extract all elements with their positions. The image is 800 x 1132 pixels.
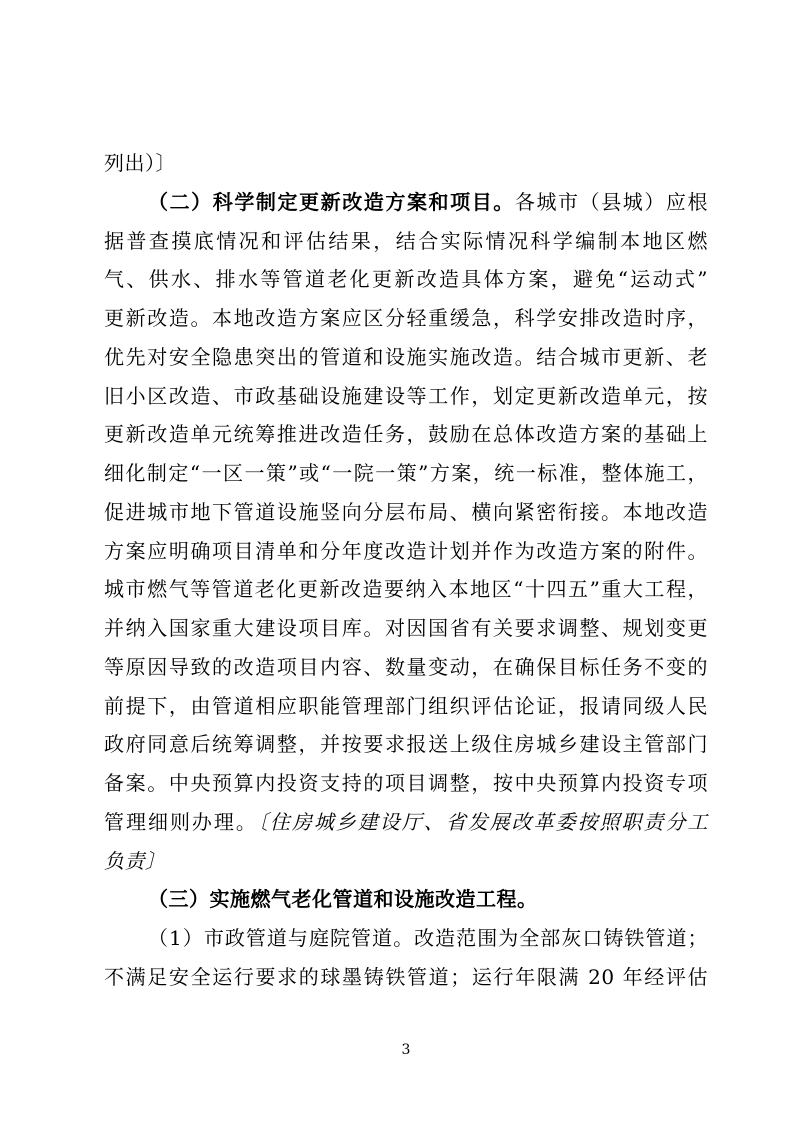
text-line	[104, 415, 708, 454]
section-heading: （二）科学制定更新改造方案和项目。	[148, 189, 515, 214]
body-text: 更新改造单元统筹推进改造任务，鼓励在总体改造方案的基础上	[104, 422, 708, 447]
body-text: 不满足安全运行要求的球墨铸铁管道；运行年限满 20 年经评估	[104, 964, 708, 989]
body-text: 方案应明确项目清单和分年度改造计划并作为改造方案的附件。	[104, 538, 708, 563]
text-line	[104, 183, 708, 222]
text-line	[104, 842, 708, 881]
text-line	[104, 338, 708, 377]
text-line	[104, 803, 708, 842]
responsibility-annotation: 负责〕	[104, 848, 166, 873]
section-heading: （三）实施燃气老化管道和设施改造工程。	[148, 887, 538, 912]
text-line	[104, 725, 708, 764]
body-text: 管理细则办理。	[104, 809, 258, 834]
body-text: 城市燃气等管道老化更新改造要纳入本地区“十四五”重大工程，	[104, 577, 708, 602]
page-number: 3	[401, 1042, 411, 1058]
body-text: 备案。中央预算内投资支持的项目调整，按中央预算内投资专项	[104, 771, 708, 795]
text-line	[104, 570, 708, 609]
body-text: 更新改造。本地改造方案应区分轻重缓急，科学安排改造时序，	[104, 306, 708, 330]
text-line	[104, 377, 708, 416]
text-line	[104, 609, 708, 648]
text-line	[104, 260, 708, 299]
text-line	[104, 222, 708, 261]
body-text: 政府同意后统筹调整，并按要求报送上级住房城乡建设主管部门	[104, 732, 708, 757]
body-text: 各城市（县城）应根	[514, 189, 709, 214]
body-text: 等原因导致的改造项目内容、数量变动，在确保目标任务不变的	[104, 654, 708, 679]
body-text: 并纳入国家重大建设项目库。对因国省有关要求调整、规划变更	[104, 616, 708, 640]
body-text: 据普查摸底情况和评估结果，结合实际情况科学编制本地区燃	[104, 228, 708, 253]
text-line	[104, 648, 708, 687]
text-line	[104, 958, 708, 997]
body-text: （1）市政管道与庭院管道。改造范围为全部灰口铸铁管道；	[148, 926, 708, 950]
text-line	[104, 454, 708, 493]
body-text: 列出）〕	[104, 151, 176, 175]
text-line	[104, 880, 708, 919]
document-body	[104, 144, 708, 997]
text-line	[104, 687, 708, 726]
body-text: 旧小区改造、市政基础设施建设等工作，划定更新改造单元，按	[104, 383, 708, 408]
body-text: 促进城市地下管道设施竖向分层布局、横向紧密衔接。本地改造	[104, 499, 708, 524]
text-line	[104, 299, 708, 338]
text-line	[104, 919, 708, 958]
body-text: 气、供水、排水等管道老化更新改造具体方案，避免“运动式”	[104, 267, 708, 292]
text-line	[104, 144, 708, 183]
body-text: 前提下，由管道相应职能管理部门组织评估论证，报请同级人民	[104, 693, 708, 718]
text-line	[104, 493, 708, 532]
body-text: 细化制定“一区一策”或“一院一策”方案，统一标准，整体施工，	[104, 461, 708, 485]
responsibility-annotation: 〔住房城乡建设厅、省发展改革委按照职责分工	[257, 809, 709, 834]
text-line	[104, 764, 708, 803]
body-text: 优先对安全隐患突出的管道和设施实施改造。结合城市更新、老	[104, 344, 708, 369]
text-line	[104, 532, 708, 571]
